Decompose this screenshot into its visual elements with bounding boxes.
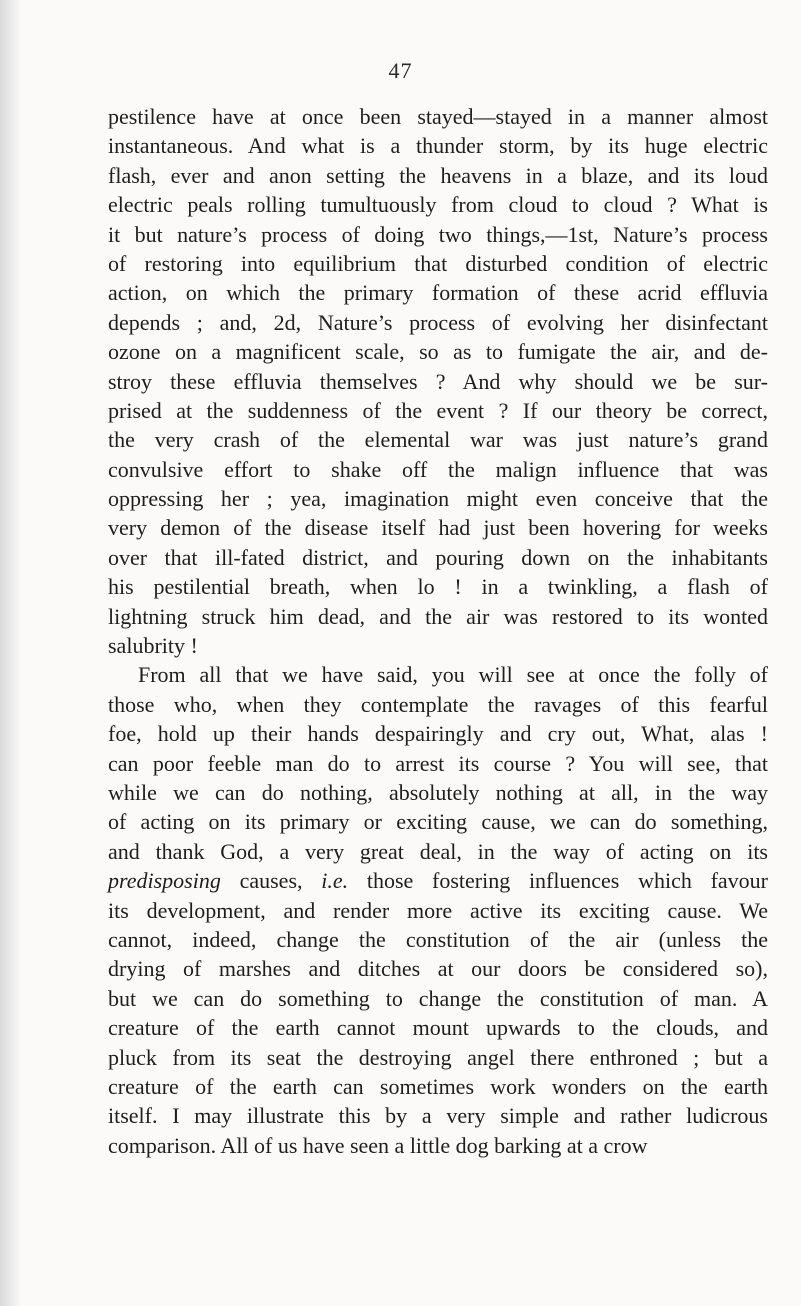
text-line: electric peals rolling tumultuously from cloud to cloud ? What is <box>108 192 768 218</box>
text-line: cannot, indeed, change the constitution of the air (unless the <box>108 926 768 952</box>
text-line: convulsive effort to shake off the malign influence that was <box>108 456 768 482</box>
text-line: it but nature’s process of doing two things,—1st, Nature’s process <box>108 221 768 247</box>
text-line: instantaneous. And what is a thunder storm, by its huge electric <box>108 133 768 159</box>
text-line: stroy these effluvia themselves ? And why should we be sur- <box>108 368 768 394</box>
page-binding-shadow <box>0 0 22 1306</box>
text-line: action, on which the primary formation of these acrid effluvia <box>108 280 768 306</box>
text-line: oppressing her ; yea, imagination might even conceive that the <box>108 486 768 512</box>
body-text <box>108 102 768 1160</box>
text-line: of acting on its primary or exciting cause, we can do something, <box>108 809 768 835</box>
text-line: comparison. All of us have seen a little dog barking at a crow <box>108 1132 648 1158</box>
text-line: depends ; and, 2d, Nature’s process of evolving her disinfectant <box>108 309 768 335</box>
text-line: but we can do something to change the constitution of man. A <box>108 985 768 1011</box>
text-line: over that ill-fated district, and pouring down on the inhabitants <box>108 544 768 570</box>
text-line: foe, hold up their hands despairingly and cry out, What, alas ! <box>108 721 768 747</box>
text-line: drying of marshes and ditches at our doors be considered so), <box>108 956 768 982</box>
text-line: the very crash of the elemental war was just nature’s grand <box>108 427 768 453</box>
text-line: ozone on a magnificent scale, so as to fumigate the air, and de- <box>108 339 768 365</box>
text-line: flash, ever and anon setting the heavens in a blaze, and its loud <box>108 162 768 188</box>
text-line: its development, and render more active its exciting cause. We <box>108 897 768 923</box>
text-line: salubrity ! <box>108 633 198 659</box>
text-line: From all that we have said, you will see at once the folly of <box>138 662 768 688</box>
text-line: very demon of the disease itself had just been hovering for weeks <box>108 515 768 541</box>
text-line: pluck from its seat the destroying angel there enthroned ; but a <box>108 1044 768 1070</box>
text-line: lightning struck him dead, and the air was restored to its wonted <box>108 603 768 629</box>
text-line: while we can do nothing, absolutely nothing at all, in the way <box>108 779 768 805</box>
text-line: can poor feeble man do to arrest its course ? You will see, that <box>108 750 768 776</box>
text-line: predisposing causes, i.e. those fostering influences which favour <box>108 868 768 894</box>
page-number: 47 <box>388 58 413 83</box>
text-line: creature of the earth can sometimes work wonders on the earth <box>108 1073 768 1099</box>
text-line: those who, when they contemplate the ravages of this fearful <box>108 691 768 717</box>
text-line: of restoring into equilibrium that disturbed condition of electric <box>108 250 768 276</box>
emphasis-text: predisposing <box>108 868 221 894</box>
text-line: pestilence have at once been stayed—stayed in a manner almost <box>108 104 768 129</box>
text-line: his pestilential breath, when lo ! in a twinkling, a flash of <box>108 574 768 600</box>
text-line: prised at the suddenness of the event ? If our theory be correct, <box>108 397 768 423</box>
text-line: creature of the earth cannot mount upwards to the clouds, and <box>108 1015 768 1041</box>
emphasis-text: i.e. <box>321 868 349 894</box>
text-line: and thank God, a very great deal, in the way of acting on its <box>108 838 768 864</box>
text-line: itself. I may illustrate this by a very simple and rather ludicrous <box>108 1103 768 1129</box>
